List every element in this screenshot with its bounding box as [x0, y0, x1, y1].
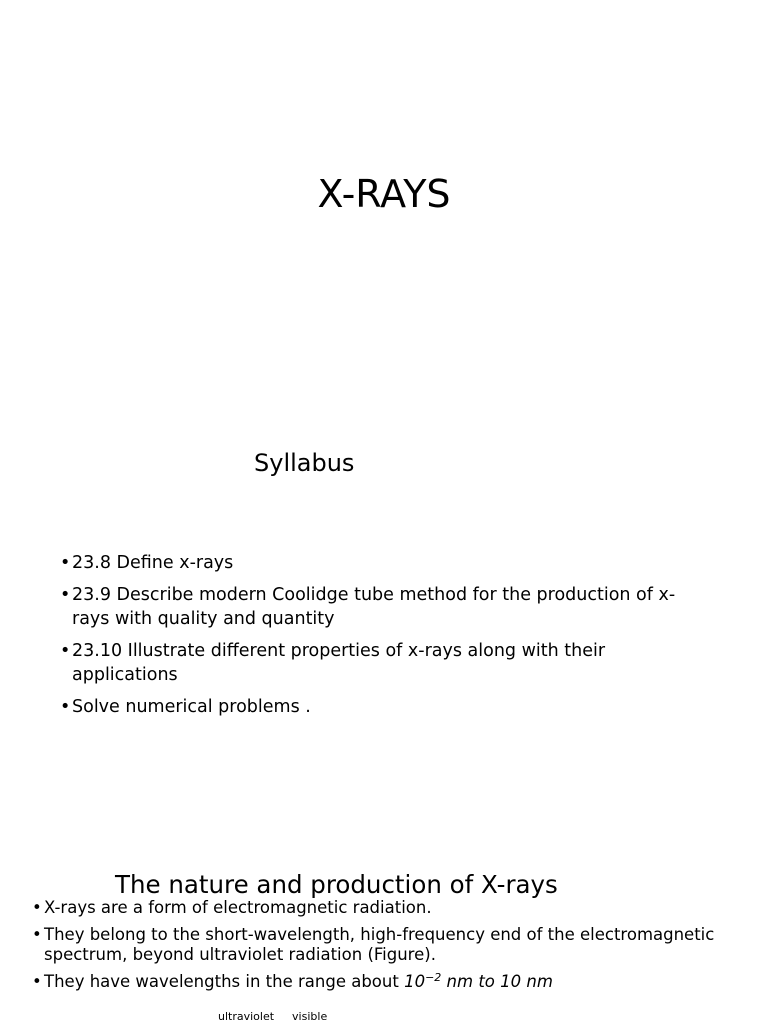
range-exponent: −2: [425, 971, 442, 984]
range-suffix: nm to 10 nm: [441, 972, 553, 991]
range-value: [404, 972, 553, 991]
spectrum-figure-labels: [218, 1010, 327, 1024]
page-title: X-RAYS: [317, 172, 451, 216]
figure-label-ultraviolet: ultraviolet: [218, 1010, 275, 1023]
list-item: • 23.9 Describe modern Coolidge tube method for the production of x-rays with quality and quantity: [60, 583, 700, 631]
range-base: 10: [404, 972, 426, 991]
nature-list: [32, 898, 752, 999]
list-item: • 23.10 Illustrate different properties of x-rays along with their applications: [60, 639, 700, 687]
syllabus-heading: Syllabus: [254, 449, 355, 477]
figure-label-visible: visible: [292, 1010, 328, 1023]
list-item: • They belong to the short-wavelength, high-frequency end of the electromagnetic spectrum, beyond ultraviolet radiation (Figure).: [32, 925, 752, 965]
list-item: • 23.8 Define x-rays: [60, 551, 700, 575]
range-prefix: They have wavelengths in the range about: [44, 972, 405, 991]
section-heading: The nature and production of X-rays: [115, 870, 558, 899]
list-item: • Solve numerical problems .: [60, 695, 700, 719]
syllabus-list: [60, 551, 700, 727]
list-item: • X-rays are a form of electromagnetic radiation.: [32, 898, 752, 918]
list-item: [32, 972, 752, 992]
